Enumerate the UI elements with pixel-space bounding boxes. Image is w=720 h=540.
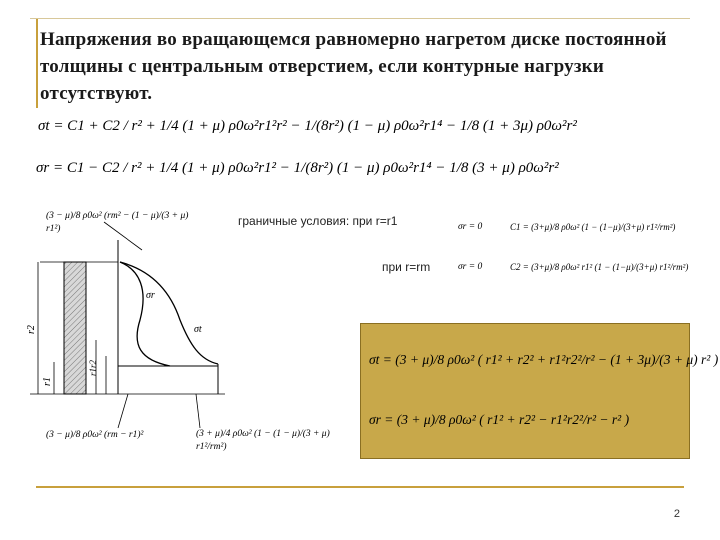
- box-sigma-t-formula: σt = (3 + μ)/8 ρ0ω² ( r1² + r2² + r1²r2²/r² − (1 + 3μ)/(3 + μ) r² ): [369, 352, 719, 367]
- leader-bottom-right: [196, 394, 200, 428]
- r2-label: r2: [26, 325, 37, 334]
- page-number: 2: [673, 508, 680, 520]
- top-accent-rule: [30, 18, 690, 19]
- boundary-r1-constant: C1 = (3+μ)/8 ρ0ω² (1 − (1−μ)/(3+μ) r1²/rm²): [510, 222, 676, 232]
- diagram-top-label: (3 − μ)/8 ρ0ω² (rm² − (1 − μ)/(3 + μ) r1²): [46, 211, 189, 234]
- boundary-rm-condition: σr = 0: [458, 262, 483, 272]
- sigma-t-curve: [120, 262, 218, 364]
- slide-title: Напряжения во вращающемся равномерно нагретом диске постоянной толщины с центральным отверстием, если контурные нагрузки отсутствуют.: [40, 29, 667, 104]
- boundary-rm-constant: C2 = (3+μ)/8 ρ0ω² r1² (1 − (1−μ)/(3+μ) r1²/rm²): [510, 262, 689, 272]
- box-sigma-r-formula: σr = (3 + μ)/8 ρ0ω² ( r1² + r2² − r1²r2²/r² − r² ): [369, 412, 630, 427]
- sigma-t-general-formula: σt = C1 + C2 / r² + 1/4 (1 + μ) ρ0ω²r1²r² − 1/(8r²) (1 − μ) ρ0ω²r1⁴ − 1/8 (1 + 3μ) ρ0ω²r²: [38, 118, 577, 134]
- r-label: r1r2: [88, 359, 98, 376]
- r1-label: r1: [42, 377, 53, 386]
- boundary-r1-label: граничные условия: при r=r1: [238, 214, 398, 228]
- sigma-t-label: σt: [194, 324, 202, 335]
- disc-section-hatched: [64, 262, 86, 394]
- leader-bottom-left: [118, 394, 128, 428]
- bottom-accent-rule: [36, 486, 684, 488]
- sigma-r-general-formula: σr = C1 − C2 / r² + 1/4 (1 + μ) ρ0ω²r1² − 1/(8r²) (1 − μ) ρ0ω²r1⁴ − 1/8 (3 + μ) ρ0ω²r²: [36, 160, 559, 176]
- result-formula-box: [360, 323, 719, 459]
- left-accent-rule: [36, 18, 38, 108]
- diagram-bottom-left-label: (3 − μ)/8 ρ0ω² (rm − r1)²: [46, 430, 144, 440]
- boundary-rm-label: при r=rm: [382, 260, 431, 274]
- boundary-r1-condition: σr = 0: [458, 222, 483, 232]
- sigma-r-label: σr: [146, 290, 155, 301]
- diagram-bottom-right-label: (3 + μ)/4 ρ0ω² (1 − (1 − μ)/(3 + μ) r1²/rm²): [196, 429, 330, 452]
- sigma-r-curve: [120, 262, 170, 366]
